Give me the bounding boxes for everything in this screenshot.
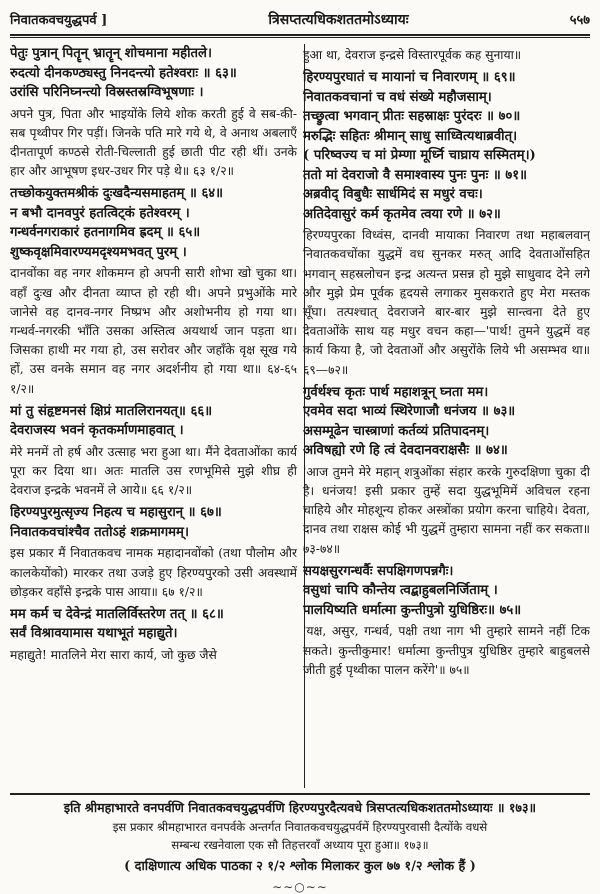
left-column (10, 44, 297, 788)
header-rule (10, 37, 590, 38)
shloka-line: अतिदेवासुरं कर्म कृतमेव त्वया रणे ॥ ७२॥ (303, 206, 501, 222)
shloka-line: न बभौ दानवपुरं हतत्विट्कं हतेश्वरम् । (10, 205, 190, 221)
shloka-line: शुष्कवृक्षमिवारण्यमदृश्यमभवत् पुरम् । (10, 244, 187, 260)
header-chapter-title: त्रिसप्तत्यधिकशततमोऽध्यायः (268, 11, 409, 28)
shloka-line: अविषह्यो रणे हि त्वं देवदानवराक्षसैः ॥ ७४॥ (303, 443, 508, 459)
shloka-line: हिरण्यपुरमुत्सृज्य निहत्य च महासुरान् ॥ ६७॥ (10, 505, 222, 521)
translation-paragraph: दानवोंका वह नगर शोकमग्न हो अपनी सारी शोभा खो चुका था। वहाँ दुःख और दीनता व्याप्त हो रही थी। अपने प्रभुओंके मारे जानेसे वह दानव-नगर निष्प्रभ और अशोभनीय हो गया था। गन्धर्व-नगरकी भाँति उसका अस्तित्व अयथार्थ जान पड़ता था। जिसका हाथी मर गया हो, उस सरोवर और जहाँके वृक्ष सूख गये हों, उस वनके समान वह नगर अदर्शनीय हो गया था॥ ६४-६५ १/२॥ (10, 266, 297, 396)
shloka-line: पालयिष्यति धर्मात्मा कुन्तीपुत्रो युधिष्ठिरः॥ ७५॥ (303, 602, 522, 618)
chapter-colophon (10, 798, 590, 877)
shloka-line: देवराजस्य भवनं कृतकर्माणमाहवात् । (10, 423, 184, 439)
colophon-hindi-2: सम्बन्ध रखनेवाला एक सौ तिहत्तरवाँ अध्याय पूरा हुआ॥ १७३॥ (171, 838, 429, 852)
header-section-title: निवातकवचयुद्धपर्व ] (10, 13, 108, 28)
shloka-line: एवमेव सदा भाव्यं स्थिरेणाजौ धनंजय ॥ ७३॥ (303, 404, 516, 420)
footer-rule (10, 793, 590, 795)
translation-paragraph: 'यक्ष, असुर, गन्धर्व, पक्षी तथा नाग भी तुम्हारे सामने नहीं टिक सकते। कुन्तीकुमार! धर्मात्मा कुन्तीपुत्र युधिष्ठिर तुम्हारे बाहुबलसे जीती हुई पृथ्वीका पालन करेंगे'॥ ७५॥ (303, 624, 590, 677)
shloka-line: हिरण्यपुरघातं च मायानां च निवारणम् ॥ ६९॥ (303, 70, 516, 86)
shloka-line: निवातकवचानां च वधं संख्ये महौजसाम्। (303, 89, 492, 105)
shloka-line: अब्रवीद् विबुधैः सार्धमिदं स मधुरं वचः। (303, 187, 483, 203)
translation-paragraph: मेरे मनमें तो हर्ष और उत्साह भरा हुआ था। मैंने देवताओंका कार्य पूरा कर दिया था। अतः मातलि उस रणभूमिसे मुझे शीघ्र ही देवराज इन्द्रके भवनमें ले आये॥ ६६ १/२॥ (10, 444, 297, 498)
translation-paragraph: इस प्रकार मैं निवातकवच नामक महादानवोंको (तथा पौलोम और कालकेयोंको) मारकर तथा उजड़े हुए हिरण्यपुरको उसी अवस्थामें छोड़कर वहाँसे इन्द्रके पास आया॥ ६७ १/२॥ (10, 546, 297, 599)
translation-paragraph: अपने पुत्र, पिता और भाइयोंके लिये शोक करती हुई वे सब-की-सब पृथ्वीपर गिर पड़ीं। जिनके पति मारे गये थे, वे अनाथ अबलाएँ दीनतापूर्ण कण्ठसे रोती-चिल्लाती हुई छाती पीट रही थीं। उनके हार और आभूषण इधर-उधर गिर पड़े थे॥ ६३ १/२॥ (10, 106, 297, 179)
colophon-sanskrit: इति श्रीमहाभारते वनपर्वणि निवातकवचयुद्धपर्वणि हिरण्यपुरदैत्यवधे त्रिसप्तत्यधिकशततमोऽध्यायः ॥ १७३॥ (63, 800, 537, 815)
shloka-line: गुर्वर्थश्च कृतः पार्थ महाशत्रून् घ्नता मम। (303, 384, 489, 400)
shloka-line: पेतुः पुत्रान् पितॄन् भ्रातॄन् शोचमाना महीतले। (10, 46, 212, 61)
text-columns (10, 44, 590, 788)
shloka-line: मरुद्भिः सहितः श्रीमान् साधु साध्वित्यथाब्रवीत्। (303, 128, 518, 144)
shloka-line: उरांसि परिनिघ्नन्त्यो विस्रस्तस्रग्विभूषणाः । (10, 85, 204, 100)
shloka-line: निवातकवचांश्चैव ततोऽहं शक्रमागमम्। (10, 524, 189, 540)
translation-paragraph: हुआ था, देवराज इन्द्रसे विस्तारपूर्वक कह सुनाया॥ (303, 48, 522, 62)
colophon-verse-count: ( दाक्षिणात्य अधिक पाठका २ १/२ श्लोक मिलाकर कुल ७७ १/२ श्लोक हैं ) (124, 859, 476, 874)
shloka-line: ( परिष्वज्य च मां प्रेम्णा मूर्ध्नि चाघ्राय सस्मितम्।) (303, 148, 536, 164)
translation-paragraph: महाद्युते! मातलिने मेरा सारा कार्य, जो कुछ जैसे (10, 647, 217, 662)
page-header (10, 4, 590, 36)
translation-paragraph: 'आज तुमने मेरे महान् शत्रुओंका संहार करके गुरुदक्षिणा चुका दी है। धनंजय! इसी प्रकार तुम्हें सदा युद्धभूमिमें अविचल रहना चाहिये और मोहशून्य होकर अस्त्रोंका प्रयोग करना चाहिये। देवता, दानव तथा राक्षस कोई भी युद्धमें तुम्हारा सामना नहीं कर सकता॥ ७३-७४॥ (303, 464, 590, 556)
shloka-line: मम कर्म च देवेन्द्रं मातलिर्विस्तरेण तत् ॥ ६८॥ (10, 606, 224, 622)
colophon-hindi-1: इस प्रकार श्रीमहाभारत वनपर्वके अन्तर्गत निवातकवचयुद्धपर्वमें हिरण्यपुरवासी दैत्योंके वधसे (112, 820, 488, 834)
shloka-line: असम्मूढेन चास्त्राणां कर्तव्यं प्रतिपादनम्। (303, 423, 490, 439)
shloka-line: सयक्षसुरगन्धर्वैः सपक्षिगणपन्नगैः। (303, 563, 454, 579)
shloka-line: तच्छ्रुत्वा भगवान् प्रीतः सहस्राक्षः पुरंदरः ॥ ७०॥ (303, 109, 521, 125)
right-column (303, 44, 590, 788)
shloka-line: सर्वं विश्रावयामास यथाभूतं महाद्युते। (10, 626, 178, 642)
page-number: ५५७ (569, 13, 590, 28)
ornament-icon: ∼∼○∼∼ (272, 880, 328, 894)
shloka-line: तच्छोकयुक्तमश्रीकं दुःखदैन्यसमाहतम् ॥ ६४॥ (10, 186, 224, 202)
shloka-line: गन्धर्वनगराकारं हतनागमिव ह्रदम् ॥ ६५॥ (10, 225, 201, 241)
translation-paragraph: हिरण्यपुरका विध्वंस, दानवी मायाका निवारण तथा महाबलवान् निवातकवचोंका युद्धमें वध सुनकर मरुत् आदि देवताओंसहित भगवान् सहस्रलोचन इन्द्र अत्यन्त प्रसन्न हो मुझे साधुवाद देने लगे और मुझे प्रेम पूर्वक हृदयसे लगाकर मुसकराते हुए मेरा मस्तक सूँघा। तत्पश्चात् देवराजने बार-बार मुझे सान्त्वना देते हुए देवताओंके साथ यह मधुर वचन कहा—'पार्थ! तुमने युद्धमें वह कार्य किया है, जो देवताओं और असुरोंके लिये भी असम्भव था॥ ६९—७२॥ (303, 228, 590, 377)
shloka-line: ततो मां देवराजो वै समाश्वास्य पुनः पुनः ॥ ७१॥ (303, 167, 527, 183)
shloka-line: मां तु संहृष्टमनसं क्षिप्रं मातलिरानयत्॥ ६६॥ (10, 403, 213, 419)
shloka-line: रुदत्यो दीनकण्ठ्यस्तु निनदन्त्यो हतेश्वराः ॥ ६३॥ (10, 65, 237, 81)
shloka-line: वसुधां चापि कौन्तेय त्वद्बाहुबलनिर्जिताम् । (303, 583, 498, 599)
